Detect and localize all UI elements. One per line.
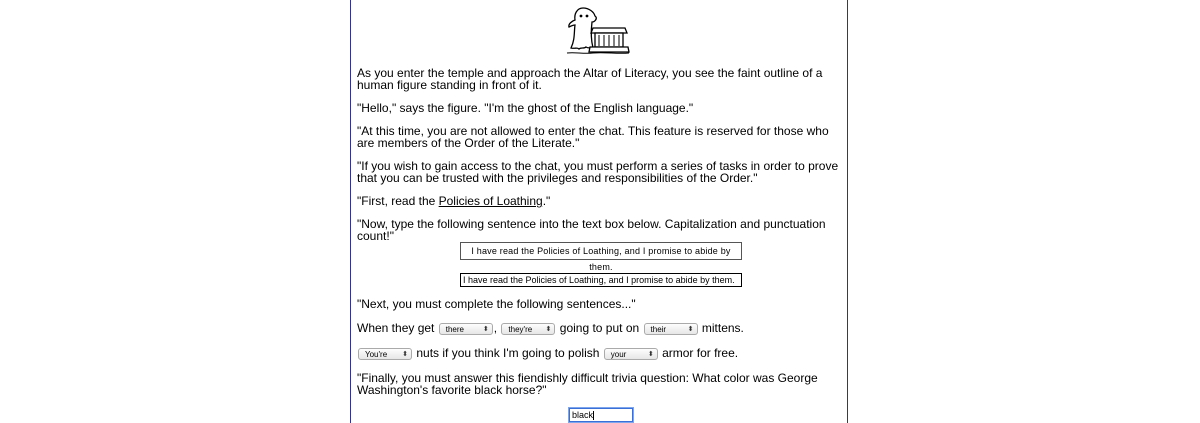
trivia-answer-input[interactable]: [569, 408, 633, 422]
sample-sentence-box: I have read the Policies of Loathing, and I promise to abide by them.: [460, 242, 742, 260]
sentence-input[interactable]: [460, 273, 742, 287]
select-arrows-icon: ⬍: [482, 325, 489, 333]
youre-select-value: You're: [365, 349, 388, 359]
select-arrows-icon: ⬍: [545, 325, 552, 333]
sentence-one-comma: ,: [493, 321, 498, 335]
there-select[interactable]: [439, 323, 493, 335]
theyre-select-value: they're: [508, 324, 533, 334]
sentence-two-part1: nuts if you think I'm going to polish: [416, 346, 600, 360]
their-select-value: their: [650, 324, 667, 334]
ghost-greeting: "Hello," says the figure. "I'm the ghost of the English language.": [357, 101, 694, 115]
policies-link[interactable]: Policies of Loathing: [438, 194, 543, 208]
next-task-paragraph: "Next, you must complete the following sentences...": [357, 297, 636, 311]
sentence-one-part1: When they get: [357, 321, 435, 335]
there-select-value: there: [445, 324, 464, 334]
not-allowed-paragraph: "At this time, you are not allowed to enter the chat. This feature is reserved for those who are members of the Order of the Literate.": [357, 124, 829, 150]
select-arrows-icon: ⬍: [402, 350, 408, 358]
sentence-two: [357, 346, 738, 360]
theyre-select[interactable]: [501, 323, 555, 335]
sentence-one-part3: mittens.: [701, 321, 744, 335]
type-instruction: "Now, type the following sentence into the text box below. Capitalization and punctuation count!": [357, 217, 826, 243]
first-task-prefix: "First, read the: [357, 194, 439, 208]
youre-select[interactable]: [358, 348, 412, 360]
text-caret: [593, 411, 594, 420]
their-select[interactable]: [644, 323, 698, 335]
intro-paragraph: As you enter the temple and approach the Altar of Literacy, you see the faint outline of a human figure standing in front of it.: [357, 66, 823, 92]
content-panel: [350, 0, 848, 423]
sentence-two-part2: armor for free.: [662, 346, 739, 360]
access-paragraph: "If you wish to gain access to the chat, you must perform a series of tasks in order to prove that you can be trusted with the privileges and responsibilities of the Order.": [357, 159, 839, 185]
trivia-answer-value: black: [572, 410, 594, 420]
ghost-at-altar-illustration: [563, 2, 633, 58]
select-arrows-icon: ⬍: [687, 325, 694, 333]
first-task-paragraph: [357, 195, 845, 207]
your-select[interactable]: [604, 348, 658, 360]
select-arrows-icon: ⬍: [647, 350, 654, 358]
first-task-suffix: .": [542, 194, 551, 208]
sentence-one: [357, 321, 744, 335]
trivia-question: "Finally, you must answer this fiendishly difficult trivia question: What color was George Washington's favorite black horse?": [357, 371, 818, 397]
sentence-one-part2: going to put on: [559, 321, 640, 335]
your-select-value: your: [610, 349, 627, 359]
